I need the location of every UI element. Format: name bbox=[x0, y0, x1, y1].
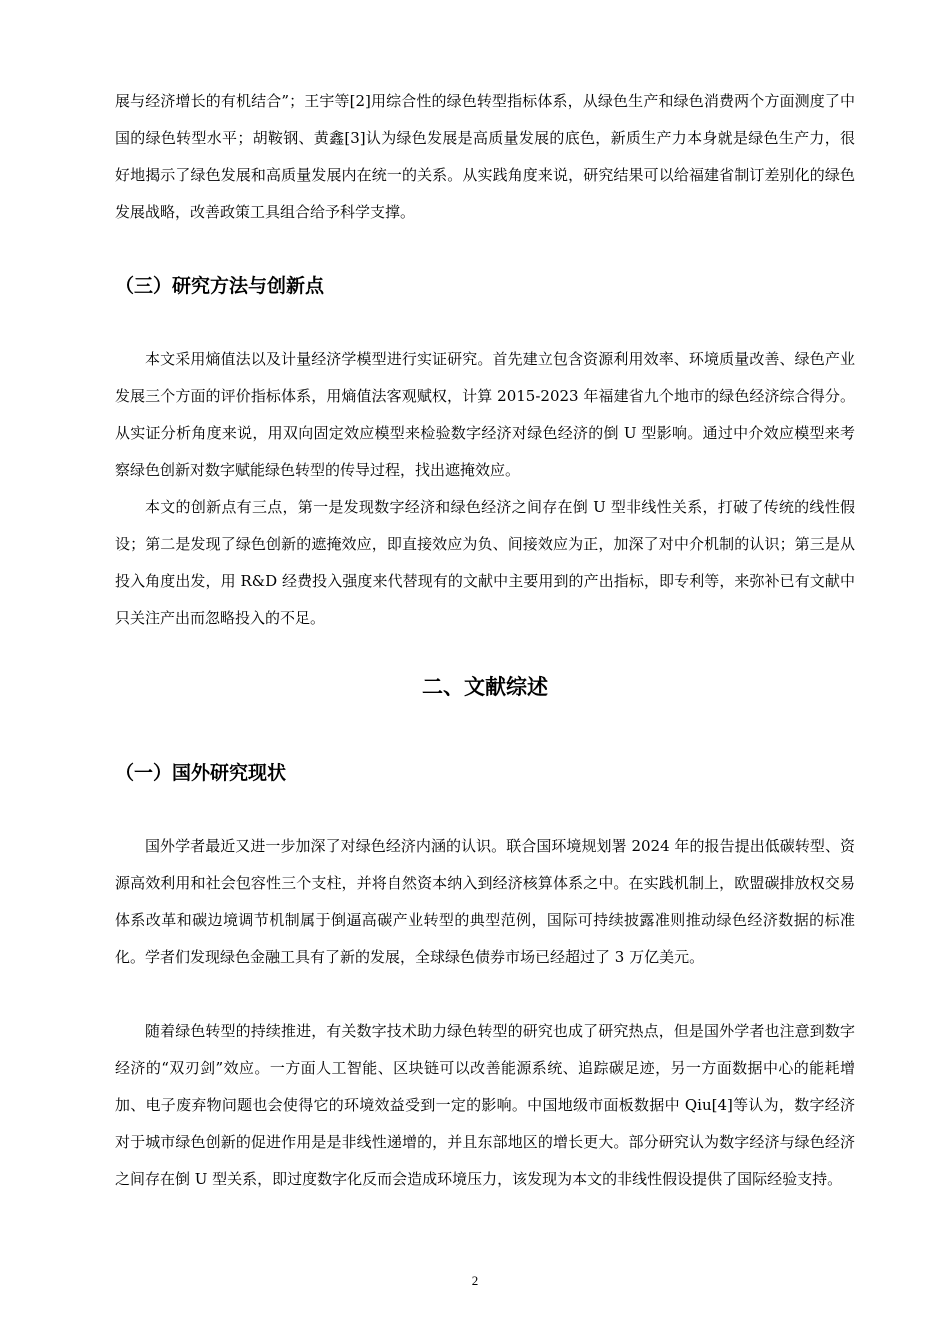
section-heading-research-methods: （三）研究方法与创新点 bbox=[115, 275, 325, 297]
chapter-heading-literature-review: 二、文献综述 bbox=[422, 675, 548, 699]
paragraph-continuation: 展与经济增长的有机结合”；王宇等[2]用综合性的绿色转型指标体系，从绿色生产和绿色消费两个方面测度了中国的绿色转型水平；胡鞍钢、黄鑫[3]认为绿色发展是高质量发展的底色，新质生产力本身就是绿色生产力，很好地揭示了绿色发展和高质量发展内在统一的关系。从实践角度来说，研究结果可以给福建省制订差别化的绿色发展战略，改善政策工具组合给予科学支撑。 bbox=[115, 92, 855, 221]
page-number: 2 bbox=[471, 1273, 479, 1288]
paragraph-digital-green: 随着绿色转型的持续推进，有关数字技术助力绿色转型的研究也成了研究热点，但是国外学者也注意到数字经济的“双刃剑”效应。一方面人工智能、区块链可以改善能源系统、追踪碳足迹，另一方面数据中心的能耗增加、电子废弃物问题也会使得它的环境效益受到一定的影响。中国地级市面板数据中 Qiu[4]等认为，数字经济对于城市绿色创新的促进作用是是非线性递增的，并且东部地区的增长更大。部分研究认为数字经济与绿色经济之间存在倒 U 型关系，即过度数字化反而会造成环境压力，该发现为本文的非线性假设提供了国际经验支持。 bbox=[115, 1022, 855, 1188]
paragraph-foreign-research: 国外学者最近又进一步加深了对绿色经济内涵的认识。联合国环境规划署 2024 年的报告提出低碳转型、资源高效利用和社会包容性三个支柱，并将自然资本纳入到经济核算体系之中。在实践机制上，欧盟碳排放权交易体系改革和碳边境调节机制属于倒逼高碳产业转型的典型范例，国际可持续披露准则推动绿色经济数据的标准化。学者们发现绿色金融工具有了新的发展，全球绿色债券市场已经超过了 3 万亿美元。 bbox=[115, 837, 855, 966]
paragraph-innovations: 本文的创新点有三点，第一是发现数字经济和绿色经济之间存在倒 U 型非线性关系，打破了传统的线性假设；第二是发现了绿色创新的遮掩效应，即直接效应为负、间接效应为正，加深了对中介机制的认识；第三是从投入角度出发，用 R&D 经费投入强度来代替现有的文献中主要用到的产出指标，即专利等，来弥补已有文献中只关注产出而忽略投入的不足。 bbox=[115, 498, 855, 627]
paragraph-methods: 本文采用熵值法以及计量经济学模型进行实证研究。首先建立包含资源利用效率、环境质量改善、绿色产业发展三个方面的评价指标体系，用熵值法客观赋权，计算 2015-2023 年福建省九个地市的绿色经济综合得分。从实证分析角度来说，用双向固定效应模型来检验数字经济对绿色经济的倒 U 型影响。通过中介效应模型来考察绿色创新对数字赋能绿色转型的传导过程，找出遮掩效应。 bbox=[115, 350, 855, 479]
section-heading-foreign-research: （一）国外研究现状 bbox=[115, 762, 287, 784]
